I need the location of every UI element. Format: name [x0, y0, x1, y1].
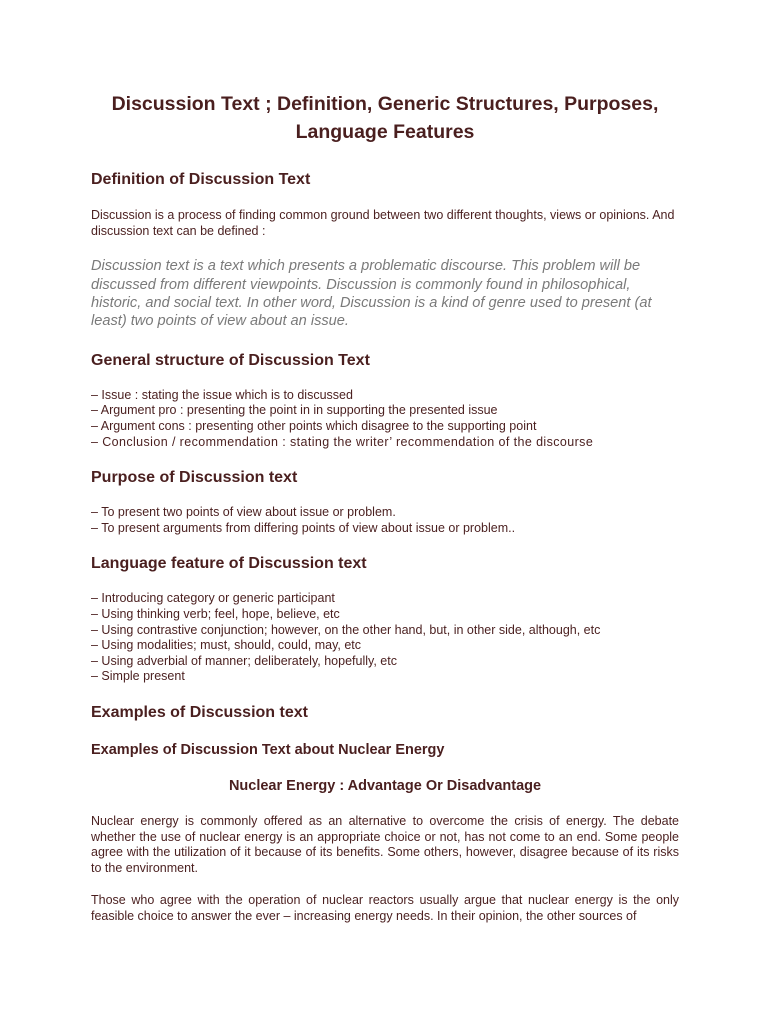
list-item: – Introducing category or generic participant [91, 591, 335, 606]
document-page [91, 90, 679, 925]
list-item: – Argument cons : presenting other points which disagree to the supporting point [91, 419, 537, 433]
language-heading: Language feature of Discussion text [91, 555, 367, 573]
article-title: Nuclear Energy : Advantage Or Disadvantage [228, 777, 542, 794]
examples-heading: Examples of Discussion text [91, 703, 308, 721]
language-list [91, 591, 679, 685]
list-item: – Using modalities; must, should, could, may, etc [91, 638, 362, 653]
document-title: Discussion Text ; Definition, Generic Structures, Purposes, Language Features [111, 93, 659, 143]
definition-quote: Discussion text is a text which presents a problematic discourse. This problem will be discussed from different viewpoints. Discussion is commonly found in philosophical, historic, and social text. In other word, Discussion is a kind of genre used to present (at least) two points of view about an issue. [91, 258, 652, 330]
list-item: – To present arguments from differing points of view about issue or problem.. [91, 520, 516, 535]
list-item: – Conclusion / recommendation : stating the writer’ recommendation of the discourse [91, 434, 594, 449]
structure-list [91, 388, 679, 450]
purpose-list [91, 505, 679, 536]
examples-subheading: Examples of Discussion Text about Nuclear Energy [91, 741, 445, 758]
list-item: – Simple present [91, 669, 185, 684]
structure-heading: General structure of Discussion Text [91, 351, 370, 369]
definition-intro: Discussion is a process of finding common ground between two different thoughts, views or opinions. And discussion text can be defined : [91, 208, 675, 238]
definition-heading: Definition of Discussion Text [91, 171, 311, 188]
list-item: – Issue : stating the issue which is to discussed [91, 387, 353, 402]
list-item: – Using adverbial of manner; deliberately, hopefully, etc [91, 653, 397, 668]
purpose-heading: Purpose of Discussion text [91, 469, 298, 487]
list-item: – Using contrastive conjunction; however, on the other hand, but, in other side, although, etc [91, 622, 601, 637]
list-item: – Using thinking verb; feel, hope, believe, etc [91, 606, 340, 621]
article-paragraph: Nuclear energy is commonly offered as an alternative to overcome the crisis of energy. The debate whether the use of nuclear energy is an appropriate choice or not, has not come to an end. Some people agree with the utilization of it because of its benefits. Some others, however, disagree because of its risks to the environment. [91, 813, 679, 875]
article-paragraph: Those who agree with the operation of nuclear reactors usually argue that nuclear energy is the only feasible choice to answer the ever – increasing energy needs. In their opinion, the other sources of [91, 893, 679, 923]
list-item: – Argument pro : presenting the point in in supporting the presented issue [91, 403, 498, 418]
list-item: – To present two points of view about issue or problem. [91, 505, 396, 520]
